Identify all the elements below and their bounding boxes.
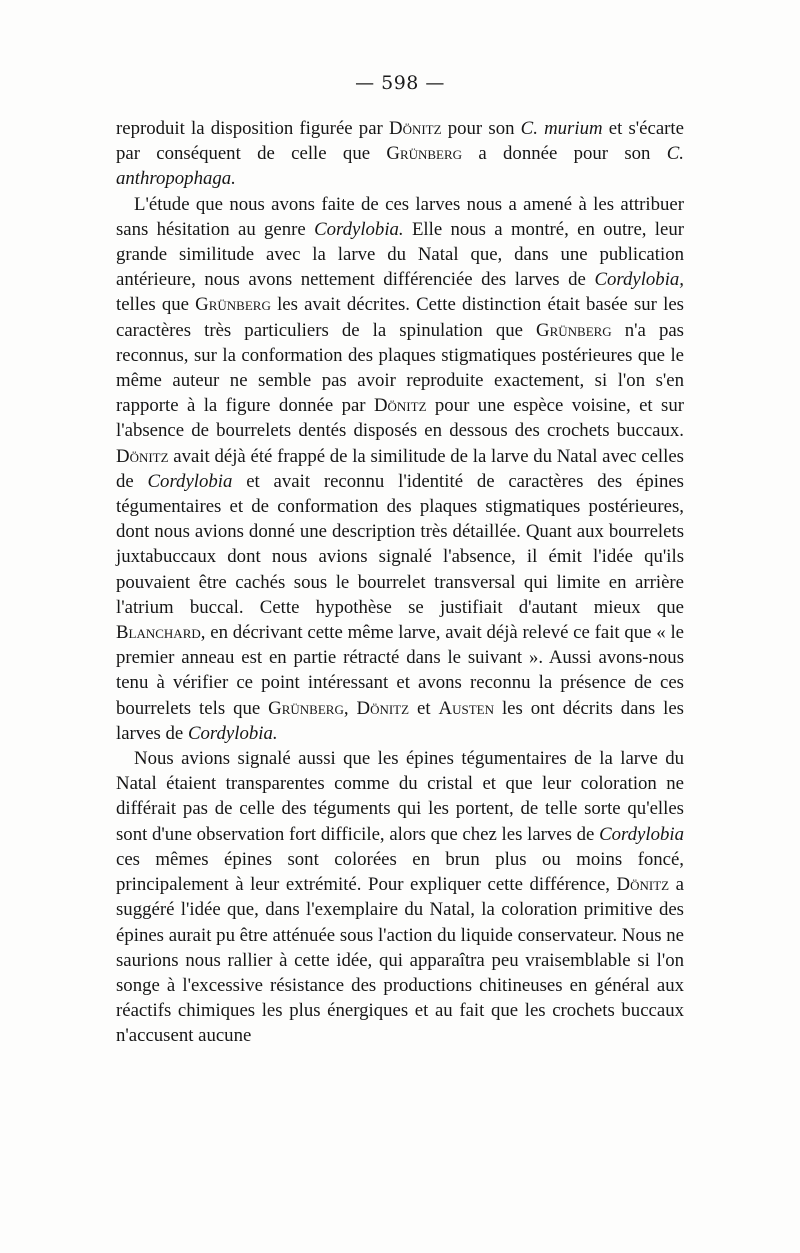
taxon-name: C. murium [520, 118, 603, 139]
taxon-name: C. anthropophaga. [116, 143, 684, 190]
author-name: Grünberg [536, 319, 612, 341]
paragraph [116, 746, 684, 1048]
text-run: et s'écarte par conséquent de celle que [116, 118, 684, 165]
text-run: et avait reconnu l'identité de caractères des épines tégumentaires et de conformation des plaques stigmatiques postérieures, dont nous avions donné une description très détaillée. Quant aux bourrelets juxtabuccaux dont nous avions signalé l'absence, il émit l'idée qu'ils pouvaient être cachés sous le bourrelet transversal qui limite en arrière l'atrium buccal. Cette hypothèse se justifiait d'autant mieux que [116, 470, 684, 618]
text-run: n'a pas reconnus, sur la conformation des plaques stigmatiques postérieures que le même auteur ne semble pas avoir reproduite exactement, si l'on s'en rapporte à la figure donnée par [116, 319, 684, 417]
paragraph [116, 116, 684, 192]
body-text [116, 116, 684, 1049]
text-run: les avait décrites. Cette distinction était basée sur les caractères très particuliers de la spinulation que [116, 294, 684, 341]
text-run: telles que [116, 294, 196, 316]
text-run: ces mêmes épines sont colorées en brun plus ou moins foncé, principalement à leur extrémité. Pour expliquer cette différence, [116, 848, 684, 896]
paragraph [116, 192, 684, 746]
text-run: pour une espèce voisine, et sur l'absence de bourrelets dentés disposés en dessous des crochets buccaux. [116, 395, 684, 442]
author-name: Dönitz [389, 118, 442, 139]
taxon-name: Cordylobia [147, 470, 233, 492]
author-name: Dönitz [356, 697, 410, 719]
text-run: reproduit la disposition figurée par [116, 118, 389, 139]
author-name: Dönitz [373, 395, 427, 417]
text-run: a suggéré l'idée que, dans l'exemplaire du Natal, la coloration primitive des épines aurait pu être atténuée sous l'action du liquide conservateur. Nous ne saurions nous rallier à cette idée, qui apparaîtra peu vraisemblable si l'on songe à l'excessive résistance des productions chitineuses en général aux réactifs chimiques les plus énergiques et au fait que les crochets buccaux n'accusent aucune [116, 874, 684, 1047]
author-name: Austen [438, 697, 494, 719]
text-run: , [343, 697, 357, 719]
taxon-name: Cordylobia. [187, 722, 278, 744]
author-name: Dönitz [116, 445, 169, 467]
text-run: , en décrivant cette même larve, avait déjà relevé ce fait que « le premier anneau est en partie rétracté dans le suivant ». Aussi avons-nous tenu à vérifier ce point intéressant et avons reconnu la présence de ces bourrelets tels que [116, 622, 684, 719]
text-run: avait déjà été frappé de la similitude de la larve du Natal avec celles de [116, 445, 684, 492]
taxon-name: Cordylobia [599, 823, 684, 845]
text-run: Nous avions signalé aussi que les épines tégumentaires de la larve du Natal étaient transparentes comme du cristal et que leur coloration ne différait pas de celle des téguments qui les portent, de telle sorte qu'elles sont d'une observation fort difficile, alors que chez les larves de [116, 748, 684, 845]
page-number: — 598 — [355, 72, 445, 94]
text-run: a donnée pour son [462, 143, 667, 165]
text-run: L'étude que nous avons faite de ces larves nous a amené à les attribuer sans hésitation au genre [116, 193, 684, 240]
text-run: et [409, 697, 439, 719]
author-name: Grünberg [195, 294, 271, 316]
taxon-name: Cordylobia, [594, 269, 684, 291]
text-run: Elle nous a montré, en outre, leur grande similitude avec la larve du Natal que, dans une publication antérieure, nous avons nettement différenciée des larves de [116, 218, 684, 291]
text-run: pour son [441, 118, 521, 139]
author-name: Grünberg [268, 697, 344, 719]
author-name: Blanchard [116, 622, 201, 644]
author-name: Dönitz [616, 874, 670, 896]
text-run: les ont décrits dans les larves de [116, 697, 684, 744]
author-name: Grünberg [386, 143, 463, 165]
taxon-name: Cordylobia. [314, 218, 404, 240]
